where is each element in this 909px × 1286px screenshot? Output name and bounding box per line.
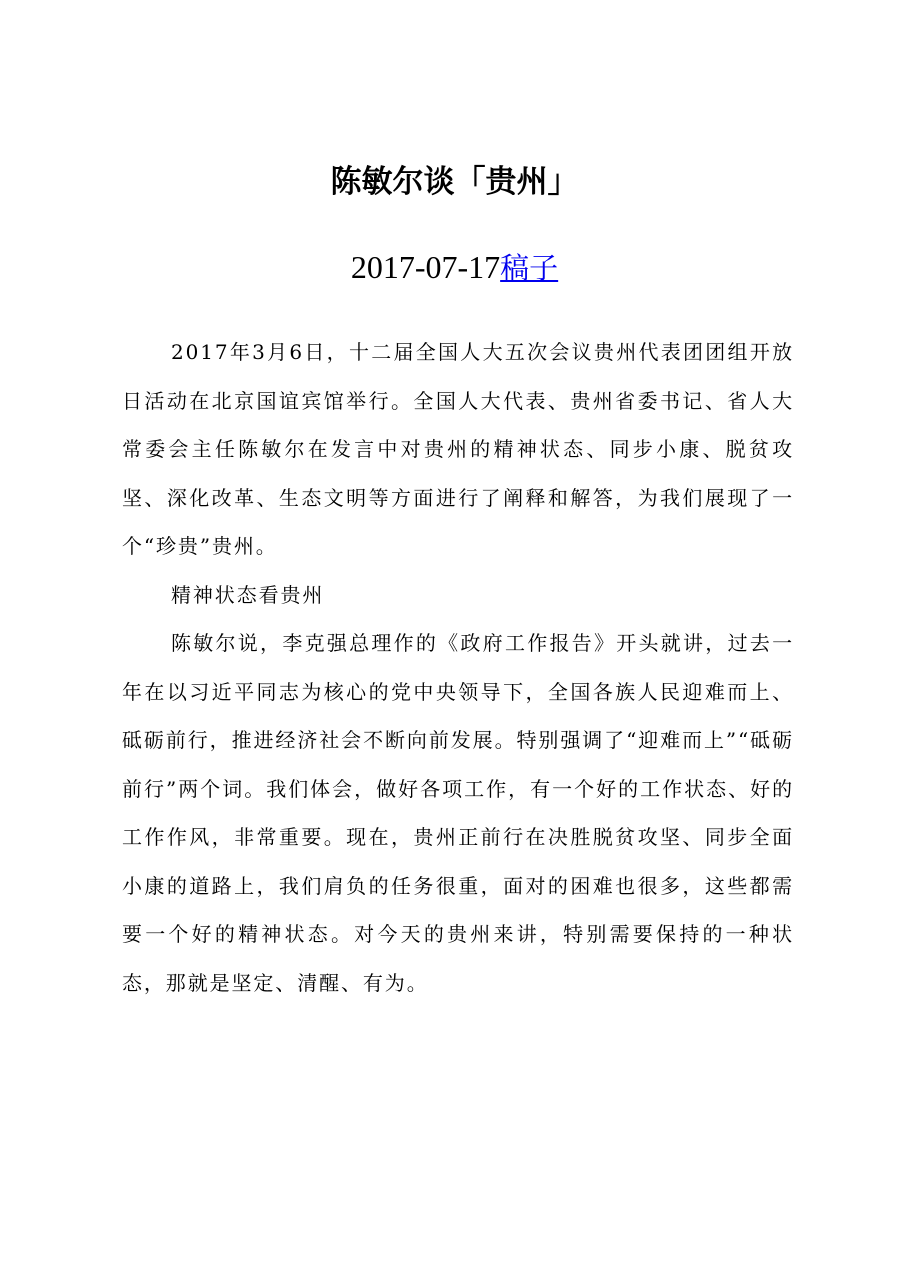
paragraph-intro: 2017年3月6日，十二届全国人大五次会议贵州代表团团组开放日活动在北京国谊宾馆举行。全国人大代表、贵州省委书记、省人大常委会主任陈敏尔在发言中对贵州的精神状态、同步小康、脱贫攻坚、深化改革、生态文明等方面进行了阐释和解答，为我们展现了一个“珍贵”贵州。 [122, 340, 794, 558]
dateline [0, 243, 909, 292]
section-heading: 精神状态看贵州 [171, 582, 325, 607]
paragraph-body: 陈敏尔说，李克强总理作的《政府工作报告》开头就讲，过去一年在以习近平同志为核心的党中央领导下，全国各族人民迎难而上、砥砺前行，推进经济社会不断向前发展。特别强调了“迎难而上”“砥砺前行”两个词。我们体会，做好各项工作，有一个好的工作状态、好的工作作风，非常重要。现在，贵州正前行在决胜脱贫攻坚、同步全面小康的道路上，我们肩负的任务很重，面对的困难也很多，这些都需要一个好的精神状态。对今天的贵州来讲，特别需要保持的一种状态，那就是坚定、清醒、有为。 [122, 631, 794, 995]
source-link[interactable]: 稿子 [500, 251, 559, 285]
document-title: 陈敏尔谈「贵州」 [330, 164, 579, 200]
article-body [122, 328, 794, 1007]
publish-date: 2017-07-17 [350, 249, 501, 285]
